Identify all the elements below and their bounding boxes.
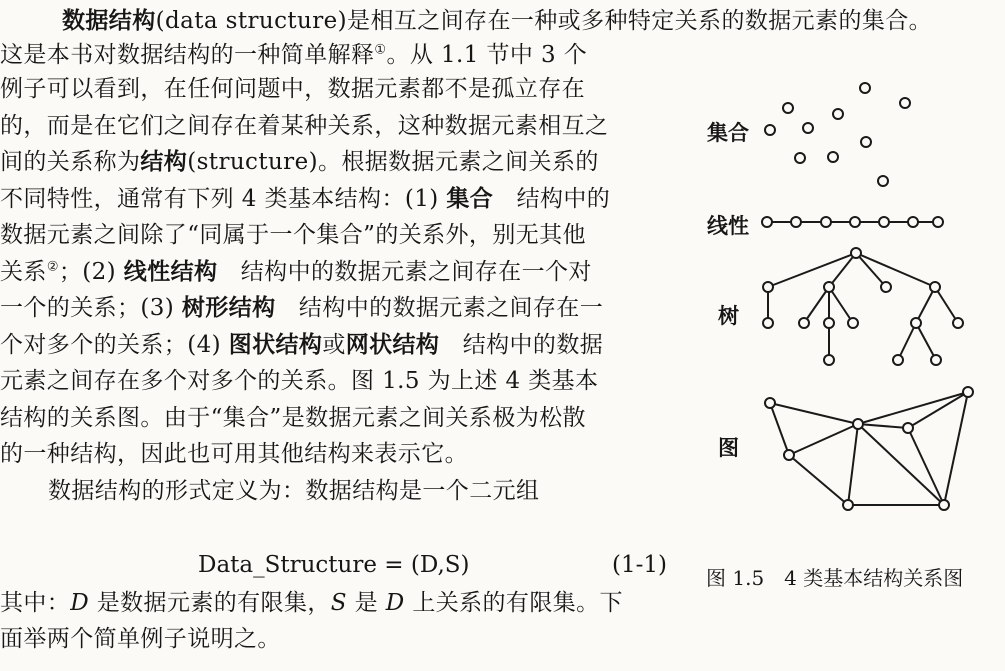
- node: [853, 419, 863, 429]
- text-line-1: 数据结构(data structure)是相互之间存在一种或多种特定关系的数据元素的集合。: [62, 8, 933, 34]
- node: [848, 318, 858, 328]
- node: [911, 318, 921, 328]
- figure-label-graph: 图: [718, 436, 739, 460]
- text-line-13: 的一种结构，因此也可用其他结构来表示它。: [0, 441, 468, 467]
- node: [908, 217, 918, 227]
- node: [939, 500, 949, 510]
- node: [930, 282, 940, 292]
- node: [833, 109, 843, 119]
- node: [765, 125, 775, 135]
- node: [953, 318, 963, 328]
- node: [903, 423, 913, 433]
- node: [963, 387, 973, 397]
- node: [824, 318, 834, 328]
- text-line-7: 数据元素之间除了“同属于一个集合”的关系外，别无其他: [0, 222, 586, 248]
- figure-label-set: 集合: [707, 121, 749, 145]
- graph-diagram: [765, 387, 973, 510]
- tree-diagram: [763, 248, 963, 365]
- formula: Data_Structure = (D,S): [198, 552, 470, 578]
- figure-label-tree: 树: [718, 304, 739, 328]
- footnote-marker-2: ②: [46, 259, 59, 275]
- node: [893, 355, 903, 365]
- text-line-3: 例子可以看到，在任何问题中，数据元素都不是孤立存在: [0, 76, 585, 102]
- node: [861, 137, 871, 147]
- text-line-6: 不同特性，通常有下列 4 类基本结构：(1) 集合 结构中的: [0, 186, 611, 212]
- node: [821, 217, 831, 227]
- text-line-14: 数据结构的形式定义为：数据结构是一个二元组: [48, 478, 540, 504]
- node: [900, 98, 910, 108]
- node: [783, 103, 793, 113]
- node: [795, 153, 805, 163]
- node: [878, 176, 888, 186]
- node: [763, 282, 773, 292]
- set-diagram: [765, 83, 910, 186]
- node: [933, 217, 943, 227]
- node: [881, 282, 891, 292]
- node: [799, 318, 809, 328]
- node: [824, 282, 834, 292]
- text-line-5: 间的关系称为结构(structure)。根据数据元素之间关系的: [0, 149, 599, 175]
- text-line-16: 其中：D 是数据元素的有限集，S 是 D 上关系的有限集。下: [0, 590, 623, 616]
- node: [765, 398, 775, 408]
- text-line-9: 一个的关系；(3) 树形结构 结构中的数据元素之间存在一: [0, 295, 604, 321]
- node: [791, 217, 801, 227]
- text-line-4: 的，而是在它们之间存在着某种关系，这种数据元素相互之: [0, 113, 609, 139]
- text-line-8: 关系②；(2) 线性结构 结构中的数据元素之间存在一个对: [0, 259, 592, 285]
- text-line-10: 个对多个的关系；(4) 图状结构或网状结构 结构中的数据: [0, 332, 604, 358]
- formula-number: (1-1): [612, 552, 667, 578]
- node: [824, 355, 834, 365]
- figure-caption: 图 1.5 4 类基本结构关系图: [706, 566, 964, 590]
- node: [828, 152, 838, 162]
- node: [763, 318, 773, 328]
- node: [843, 500, 853, 510]
- node: [879, 217, 889, 227]
- node: [803, 123, 813, 133]
- node: [931, 355, 941, 365]
- node: [784, 450, 794, 460]
- text-line-2: 这是本书对数据结构的一种简单解释①。从 1.1 节中 3 个: [0, 42, 588, 68]
- node: [762, 217, 772, 227]
- node: [860, 83, 870, 93]
- text-line-12: 结构的关系图。由于“集合”是数据元素之间关系极为松散: [0, 405, 586, 431]
- figure-label-linear: 线性: [707, 214, 749, 238]
- node: [850, 217, 860, 227]
- text-line-17: 面举两个简单例子说明之。: [0, 626, 281, 652]
- text-line-11: 元素之间存在多个对多个的关系。图 1.5 为上述 4 类基本: [0, 368, 599, 394]
- linear-diagram: [762, 217, 943, 227]
- footnote-marker-1: ①: [374, 42, 387, 58]
- node: [851, 248, 861, 258]
